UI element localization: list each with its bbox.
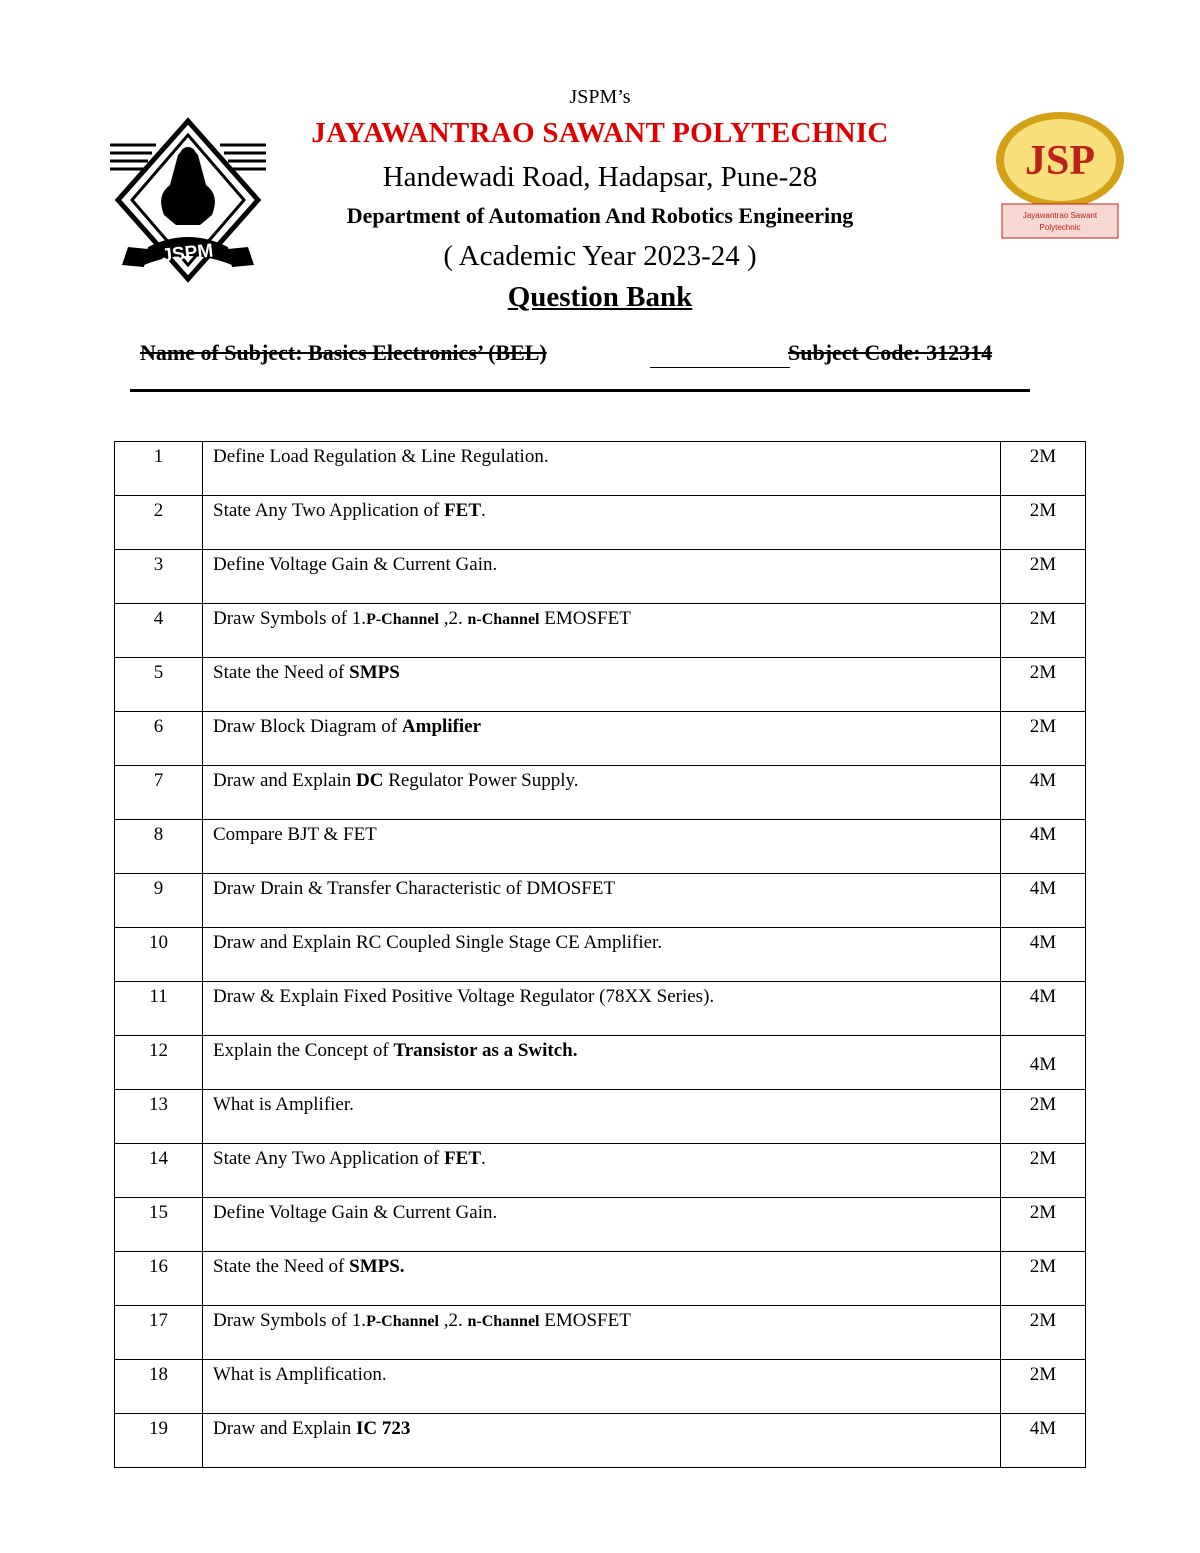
question-row <box>115 982 1086 1036</box>
subject-connector-line <box>650 367 790 368</box>
question-text-part: Regulator Power Supply. <box>383 770 579 791</box>
question-number: 16 <box>115 1252 203 1306</box>
question-row <box>115 1090 1086 1144</box>
marks-value: 4M <box>1029 878 1057 899</box>
question-marks <box>1001 1360 1086 1414</box>
marks-value: 4M <box>1029 1054 1057 1075</box>
question-text-part: Draw and Explain <box>213 770 356 791</box>
question-text <box>203 1414 1001 1468</box>
jspm-logo-text: JSPM <box>160 240 215 267</box>
question-text <box>203 1144 1001 1198</box>
question-number: 4 <box>115 604 203 658</box>
marks-value: 2M <box>1029 500 1057 521</box>
question-text-part: Compare BJT & FET <box>213 824 377 845</box>
question-marks <box>1001 1090 1086 1144</box>
question-table <box>114 441 1086 1468</box>
question-row <box>115 658 1086 712</box>
question-marks <box>1001 1144 1086 1198</box>
marks-value: 2M <box>1029 1202 1057 1223</box>
question-number: 1 <box>115 442 203 496</box>
question-text <box>203 550 1001 604</box>
question-text-bold: P-Channel <box>366 611 439 628</box>
question-number: 6 <box>115 712 203 766</box>
question-row <box>115 874 1086 928</box>
question-row <box>115 442 1086 496</box>
marks-value: 2M <box>1029 1256 1057 1277</box>
marks-value: 2M <box>1029 716 1057 737</box>
question-text-part: Draw & Explain Fixed Positive Voltage Regulator (78XX Series). <box>213 986 715 1007</box>
question-table-body <box>115 442 1086 1468</box>
question-text <box>203 712 1001 766</box>
question-text-part: What is Amplification. <box>213 1364 387 1385</box>
marks-value: 4M <box>1029 986 1057 1007</box>
institute-name: JAYAWANTRAO SAWANT POLYTECHNIC <box>311 117 889 149</box>
question-row <box>115 550 1086 604</box>
question-marks <box>1001 928 1086 982</box>
question-number: 7 <box>115 766 203 820</box>
question-text-part: Draw and Explain RC Coupled Single Stage CE Amplifier. <box>213 932 663 953</box>
question-marks <box>1001 1036 1086 1090</box>
question-number: 5 <box>115 658 203 712</box>
question-text-part: Draw Block Diagram of <box>213 716 402 737</box>
marks-value: 2M <box>1029 1148 1057 1169</box>
subject-row <box>140 340 1050 370</box>
question-text-part: Draw and Explain <box>213 1418 356 1439</box>
question-text-part: State Any Two Application of <box>213 1148 445 1169</box>
question-text-bold: n-Channel <box>467 1313 540 1330</box>
question-text <box>203 820 1001 874</box>
jsp-logo-text: JSP <box>1024 138 1096 184</box>
question-number: 9 <box>115 874 203 928</box>
question-text <box>203 442 1001 496</box>
question-text-part: State Any Two Application of <box>213 500 445 521</box>
marks-value: 4M <box>1029 932 1057 953</box>
question-text-part: State the Need of <box>213 662 350 683</box>
question-marks <box>1001 442 1086 496</box>
question-row <box>115 1306 1086 1360</box>
question-marks <box>1001 982 1086 1036</box>
question-text-part: EMOSFET <box>539 608 631 629</box>
marks-value: 2M <box>1029 1310 1057 1331</box>
question-row <box>115 928 1086 982</box>
question-text-part: Draw Drain & Transfer Characteristic of DMOSFET <box>213 878 616 899</box>
question-text-part: Define Voltage Gain & Current Gain. <box>213 554 498 575</box>
question-text-part: . <box>481 500 486 521</box>
question-number: 12 <box>115 1036 203 1090</box>
question-text-bold: FET <box>444 1148 482 1169</box>
question-marks <box>1001 1306 1086 1360</box>
question-text <box>203 496 1001 550</box>
question-text <box>203 982 1001 1036</box>
question-text-part: Define Voltage Gain & Current Gain. <box>213 1202 498 1223</box>
question-number: 13 <box>115 1090 203 1144</box>
question-text <box>203 1360 1001 1414</box>
question-text <box>203 604 1001 658</box>
question-text-bold: SMPS <box>349 662 400 683</box>
question-text-bold: P-Channel <box>366 1313 439 1330</box>
question-text-part: ,2. <box>438 608 468 629</box>
marks-value: 2M <box>1029 1364 1057 1385</box>
question-text <box>203 1090 1001 1144</box>
marks-value: 2M <box>1029 608 1057 629</box>
question-text-bold: n-Channel <box>467 611 540 628</box>
question-text-part: ,2. <box>438 1310 468 1331</box>
question-row <box>115 1252 1086 1306</box>
question-text <box>203 1036 1001 1090</box>
question-marks <box>1001 604 1086 658</box>
question-number: 2 <box>115 496 203 550</box>
question-marks <box>1001 874 1086 928</box>
question-text <box>203 1252 1001 1306</box>
document-title: Question Bank <box>507 281 693 313</box>
org-name: JSPM’s <box>569 86 631 108</box>
question-row <box>115 1198 1086 1252</box>
question-text-bold: FET <box>444 500 482 521</box>
jsp-logo-subtext-1: Jayawantrao Sawant <box>1022 211 1098 220</box>
question-number: 14 <box>115 1144 203 1198</box>
question-number: 19 <box>115 1414 203 1468</box>
question-marks <box>1001 766 1086 820</box>
marks-value: 4M <box>1029 1418 1057 1439</box>
question-text-part: EMOSFET <box>539 1310 631 1331</box>
question-marks <box>1001 820 1086 874</box>
question-marks <box>1001 496 1086 550</box>
question-row <box>115 1360 1086 1414</box>
question-text <box>203 1198 1001 1252</box>
question-row <box>115 820 1086 874</box>
question-text-part: Draw Symbols of 1. <box>213 608 367 629</box>
question-text-part: Explain the Concept of <box>213 1040 394 1061</box>
question-number: 11 <box>115 982 203 1036</box>
question-text-part: What is Amplifier. <box>213 1094 354 1115</box>
question-number: 8 <box>115 820 203 874</box>
marks-value: 2M <box>1029 662 1057 683</box>
question-text <box>203 658 1001 712</box>
question-number: 15 <box>115 1198 203 1252</box>
question-marks <box>1001 1198 1086 1252</box>
question-text <box>203 1306 1001 1360</box>
question-text-bold: Transistor as a Switch. <box>393 1040 578 1061</box>
question-row <box>115 496 1086 550</box>
marks-value: 2M <box>1029 554 1057 575</box>
question-row <box>115 1036 1086 1090</box>
question-text-part: Define Load Regulation & Line Regulation. <box>213 446 549 467</box>
institute-address: Handewadi Road, Hadapsar, Pune-28 <box>382 161 818 193</box>
question-row <box>115 766 1086 820</box>
department-name: Department of Automation And Robotics Engineering <box>346 203 854 228</box>
jsp-logo-subtext-2: Polytechnic <box>1039 223 1081 232</box>
question-text <box>203 766 1001 820</box>
question-number: 10 <box>115 928 203 982</box>
question-text <box>203 928 1001 982</box>
header-divider <box>130 389 1030 392</box>
marks-value: 2M <box>1029 446 1057 467</box>
question-text-part: . <box>481 1148 486 1169</box>
academic-year: ( Academic Year 2023-24 ) <box>443 240 757 272</box>
question-number: 3 <box>115 550 203 604</box>
marks-value: 4M <box>1029 770 1057 791</box>
question-marks <box>1001 712 1086 766</box>
subject-name: Name of Subject: Basics Electronics’ (BEL) <box>140 340 547 365</box>
question-text-part: Draw Symbols of 1. <box>213 1310 367 1331</box>
question-marks <box>1001 1414 1086 1468</box>
question-row <box>115 1414 1086 1468</box>
question-text-bold: Amplifier <box>401 716 482 737</box>
question-text-part: State the Need of <box>213 1256 350 1277</box>
question-text-bold: SMPS. <box>349 1256 405 1277</box>
question-marks <box>1001 1252 1086 1306</box>
question-marks <box>1001 658 1086 712</box>
question-text-bold: IC 723 <box>355 1418 411 1439</box>
subject-code: Subject Code: 312314 <box>788 340 993 365</box>
question-row <box>115 604 1086 658</box>
question-text-bold: DC <box>355 770 384 791</box>
question-row <box>115 712 1086 766</box>
question-row <box>115 1144 1086 1198</box>
question-number: 17 <box>115 1306 203 1360</box>
question-marks <box>1001 550 1086 604</box>
question-number: 18 <box>115 1360 203 1414</box>
marks-value: 2M <box>1029 1094 1057 1115</box>
question-text <box>203 874 1001 928</box>
marks-value: 4M <box>1029 824 1057 845</box>
